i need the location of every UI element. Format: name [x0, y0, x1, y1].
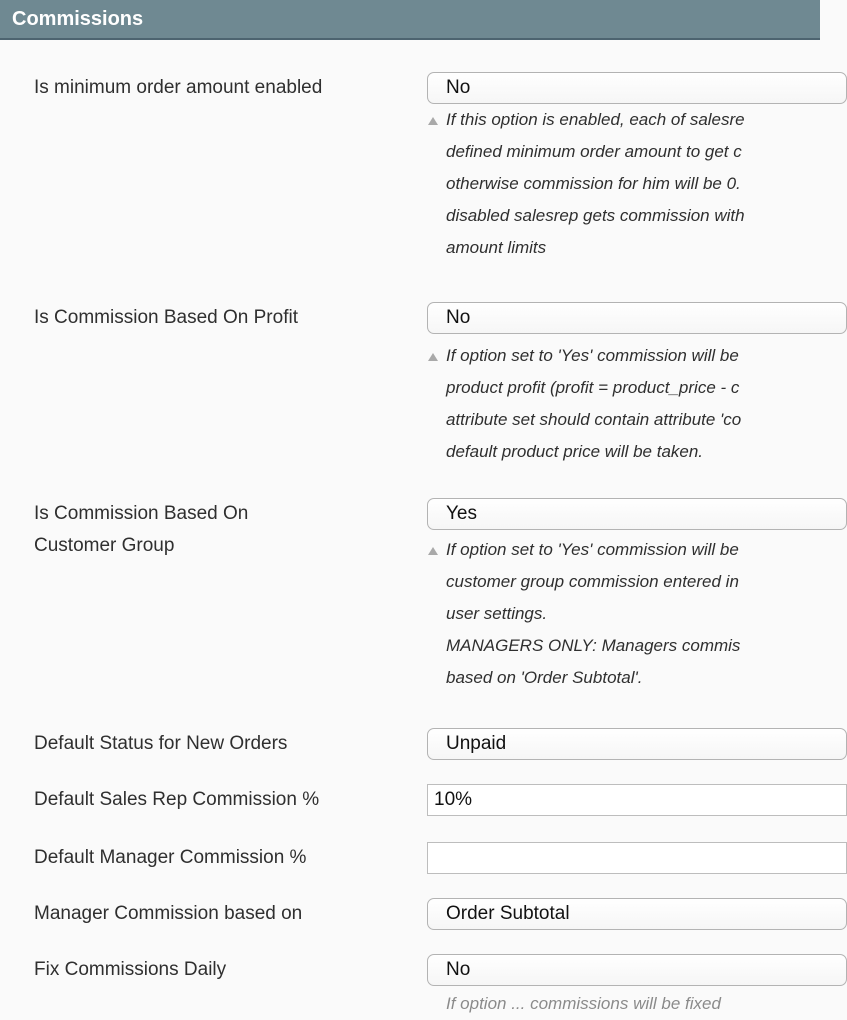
- note-line: amount limits: [446, 238, 547, 257]
- select-fix-commissions-daily[interactable]: [427, 954, 847, 986]
- select-commission-based-on-customer-group[interactable]: [427, 498, 847, 530]
- note-line: If this option is enabled, each of salesre: [446, 110, 745, 129]
- note-line: default product price will be taken.: [446, 442, 704, 461]
- note-triangle-icon: [428, 117, 438, 125]
- label-commission-based-on-customer-group: [34, 498, 404, 562]
- note-line: product profit (profit = product_price - c: [446, 378, 740, 397]
- label-min-order-enabled: Is minimum order amount enabled: [34, 77, 323, 98]
- note-triangle-icon: [428, 353, 438, 361]
- select-manager-commission-based-on[interactable]: [427, 898, 847, 930]
- select-commission-based-on-profit[interactable]: [427, 302, 847, 334]
- note-commission-based-on-customer-group: [427, 534, 847, 694]
- note-line: MANAGERS ONLY: Managers commis: [446, 636, 741, 655]
- input-default-manager-commission[interactable]: [427, 842, 847, 874]
- label-fix-commissions-daily: Fix Commissions Daily: [34, 959, 227, 980]
- note-line: customer group commission entered in: [446, 572, 739, 591]
- label-commission-based-on-profit: Is Commission Based On Profit: [34, 307, 298, 328]
- select-value: Order Subtotal: [446, 903, 570, 924]
- select-value: No: [446, 959, 471, 980]
- label-default-sales-rep-commission: Default Sales Rep Commission %: [34, 789, 320, 810]
- note-line: disabled salesrep gets commission with: [446, 206, 745, 225]
- note-line: otherwise commission for him will be 0.: [446, 174, 741, 193]
- select-value: Yes: [446, 503, 477, 524]
- note-line: defined minimum order amount to get c: [446, 142, 742, 161]
- select-value: No: [446, 77, 471, 98]
- label-default-manager-commission: Default Manager Commission %: [34, 847, 307, 868]
- select-min-order-enabled[interactable]: [427, 72, 847, 104]
- note-triangle-icon: [428, 547, 438, 555]
- select-default-status-new-orders[interactable]: [427, 728, 847, 760]
- input-default-sales-rep-commission[interactable]: [427, 784, 847, 816]
- select-value: No: [446, 307, 471, 328]
- label-manager-commission-based-on: Manager Commission based on: [34, 903, 303, 924]
- note-fix-commissions-daily: [427, 988, 847, 1013]
- note-min-order-enabled: [427, 104, 847, 264]
- select-value: Unpaid: [446, 733, 507, 754]
- note-line: user settings.: [446, 604, 548, 623]
- note-line: attribute set should contain attribute 'co: [446, 410, 742, 429]
- label-line: Is Commission Based On: [34, 503, 249, 524]
- note-line: If option set to 'Yes' commission will be: [446, 540, 739, 559]
- note-line: If option ... commissions will be fixed: [446, 994, 721, 1013]
- note-line: based on 'Order Subtotal'.: [446, 668, 643, 687]
- label-line: Customer Group: [34, 535, 175, 556]
- section-title: Commissions: [12, 8, 144, 30]
- note-commission-based-on-profit: [427, 340, 847, 468]
- section-header[interactable]: [0, 0, 820, 40]
- note-line: If option set to 'Yes' commission will be: [446, 346, 739, 365]
- label-default-status-new-orders: Default Status for New Orders: [34, 733, 288, 754]
- input-value: 10%: [434, 789, 473, 810]
